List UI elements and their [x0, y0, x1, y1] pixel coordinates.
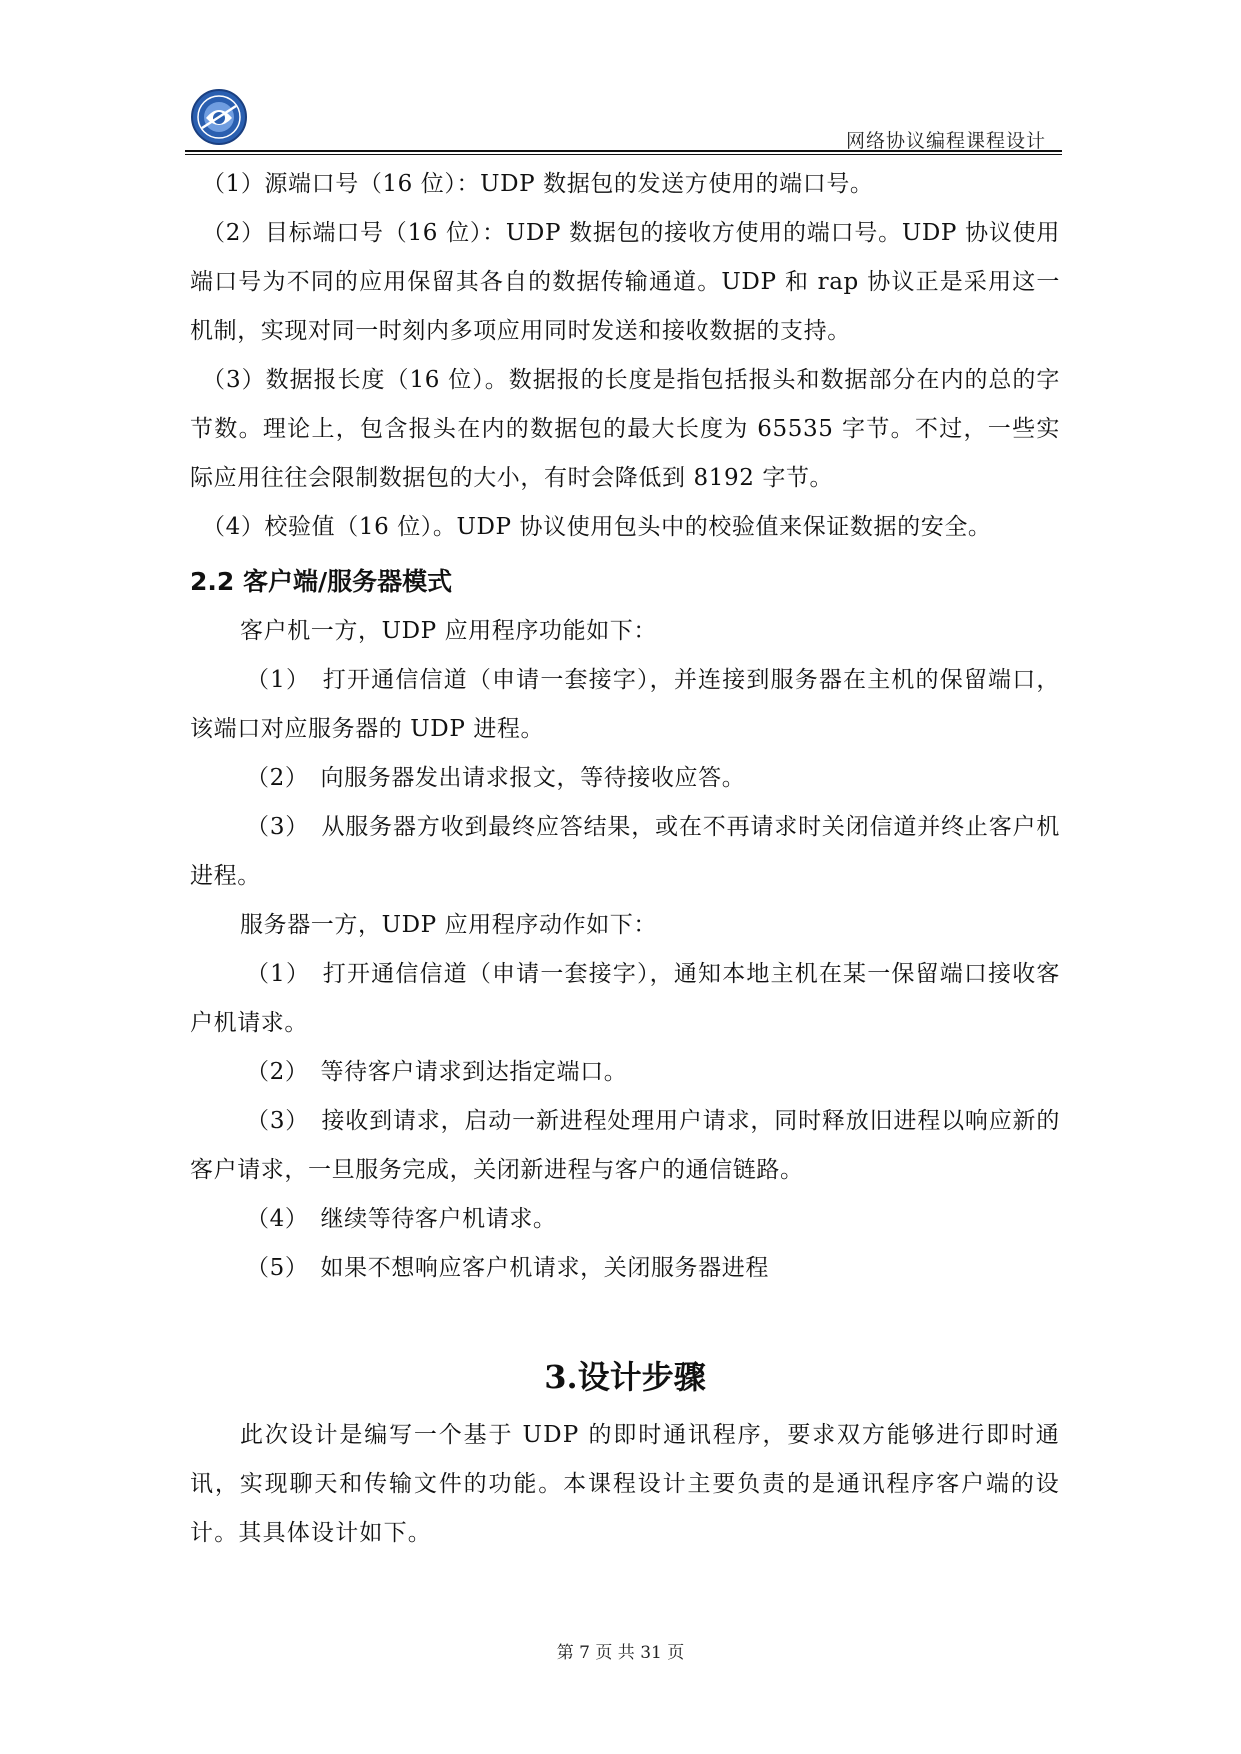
- header-divider-thin: [185, 154, 1062, 155]
- client-step-3: （3） 从服务器方收到最终应答结果，或在不再请求时关闭信道并终止客户机进程。: [190, 814, 1060, 889]
- design-steps-paragraph: 此次设计是编写一个基于 UDP 的即时通讯程序，要求双方能够进行即时通讯，实现聊天和传输文件的功能。本课程设计主要负责的是通讯程序客户端的设计。其具体设计如下。: [190, 1422, 1060, 1546]
- udp-field-source-port: （1）源端口号（16 位）：UDP 数据包的发送方使用的端口号。: [202, 171, 874, 197]
- udp-field-checksum: （4）校验值（16 位）。UDP 协议使用包头中的校验值来保证数据的安全。: [202, 514, 992, 540]
- header-divider: [185, 150, 1062, 152]
- server-step-2: （2） 等待客户请求到达指定端口。: [246, 1059, 628, 1085]
- client-step-1: （1） 打开通信信道（申请一套接字），并连接到服务器在主机的保留端口，该端口对应服务器的 UDP 进程。: [190, 667, 1060, 742]
- server-step-3: （3） 接收到请求，启动一新进程处理用户请求，同时释放旧进程以响应新的客户请求，一旦服务完成，关闭新进程与客户的通信链路。: [190, 1108, 1060, 1183]
- server-step-1: （1） 打开通信信道（申请一套接字），通知本地主机在某一保留端口接收客户机请求。: [190, 961, 1060, 1036]
- server-step-5: （5） 如果不想响应客户机请求，关闭服务器进程: [246, 1255, 769, 1281]
- page-content: [190, 160, 1060, 1558]
- page-number: 第 7 页 共 31 页: [556, 1643, 685, 1663]
- udp-field-length: （3）数据报长度（16 位）。数据报的长度是指包括报头和数据部分在内的总的字节数。理论上，包含报头在内的数据包的最大长度为 65535 字节。不过，一些实际应用往往会限制数据包的大小，有时会降低到 8192 字节。: [190, 367, 1060, 491]
- section-heading-design-steps: 3.设计步骤: [544, 1358, 706, 1396]
- header-title: 网络协议编程课程设计: [845, 130, 1046, 152]
- client-step-2: （2） 向服务器发出请求报文，等待接收应答。: [246, 765, 746, 791]
- section-heading-client-server: 2.2 客户端/服务器模式: [190, 567, 453, 596]
- client-intro: 客户机一方，UDP 应用程序功能如下：: [240, 618, 658, 644]
- server-intro: 服务器一方，UDP 应用程序动作如下：: [240, 912, 658, 938]
- udp-field-destination-port: （2）目标端口号（16 位）：UDP 数据包的接收方使用的端口号。UDP 协议使用端口号为不同的应用保留其各自的数据传输通道。UDP 和 rap 协议正是采用这一机制，实现对同一时刻内多项应用同时发送和接收数据的支持。: [190, 220, 1060, 344]
- university-emblem-icon: [190, 88, 248, 146]
- server-step-4: （4） 继续等待客户机请求。: [246, 1206, 557, 1232]
